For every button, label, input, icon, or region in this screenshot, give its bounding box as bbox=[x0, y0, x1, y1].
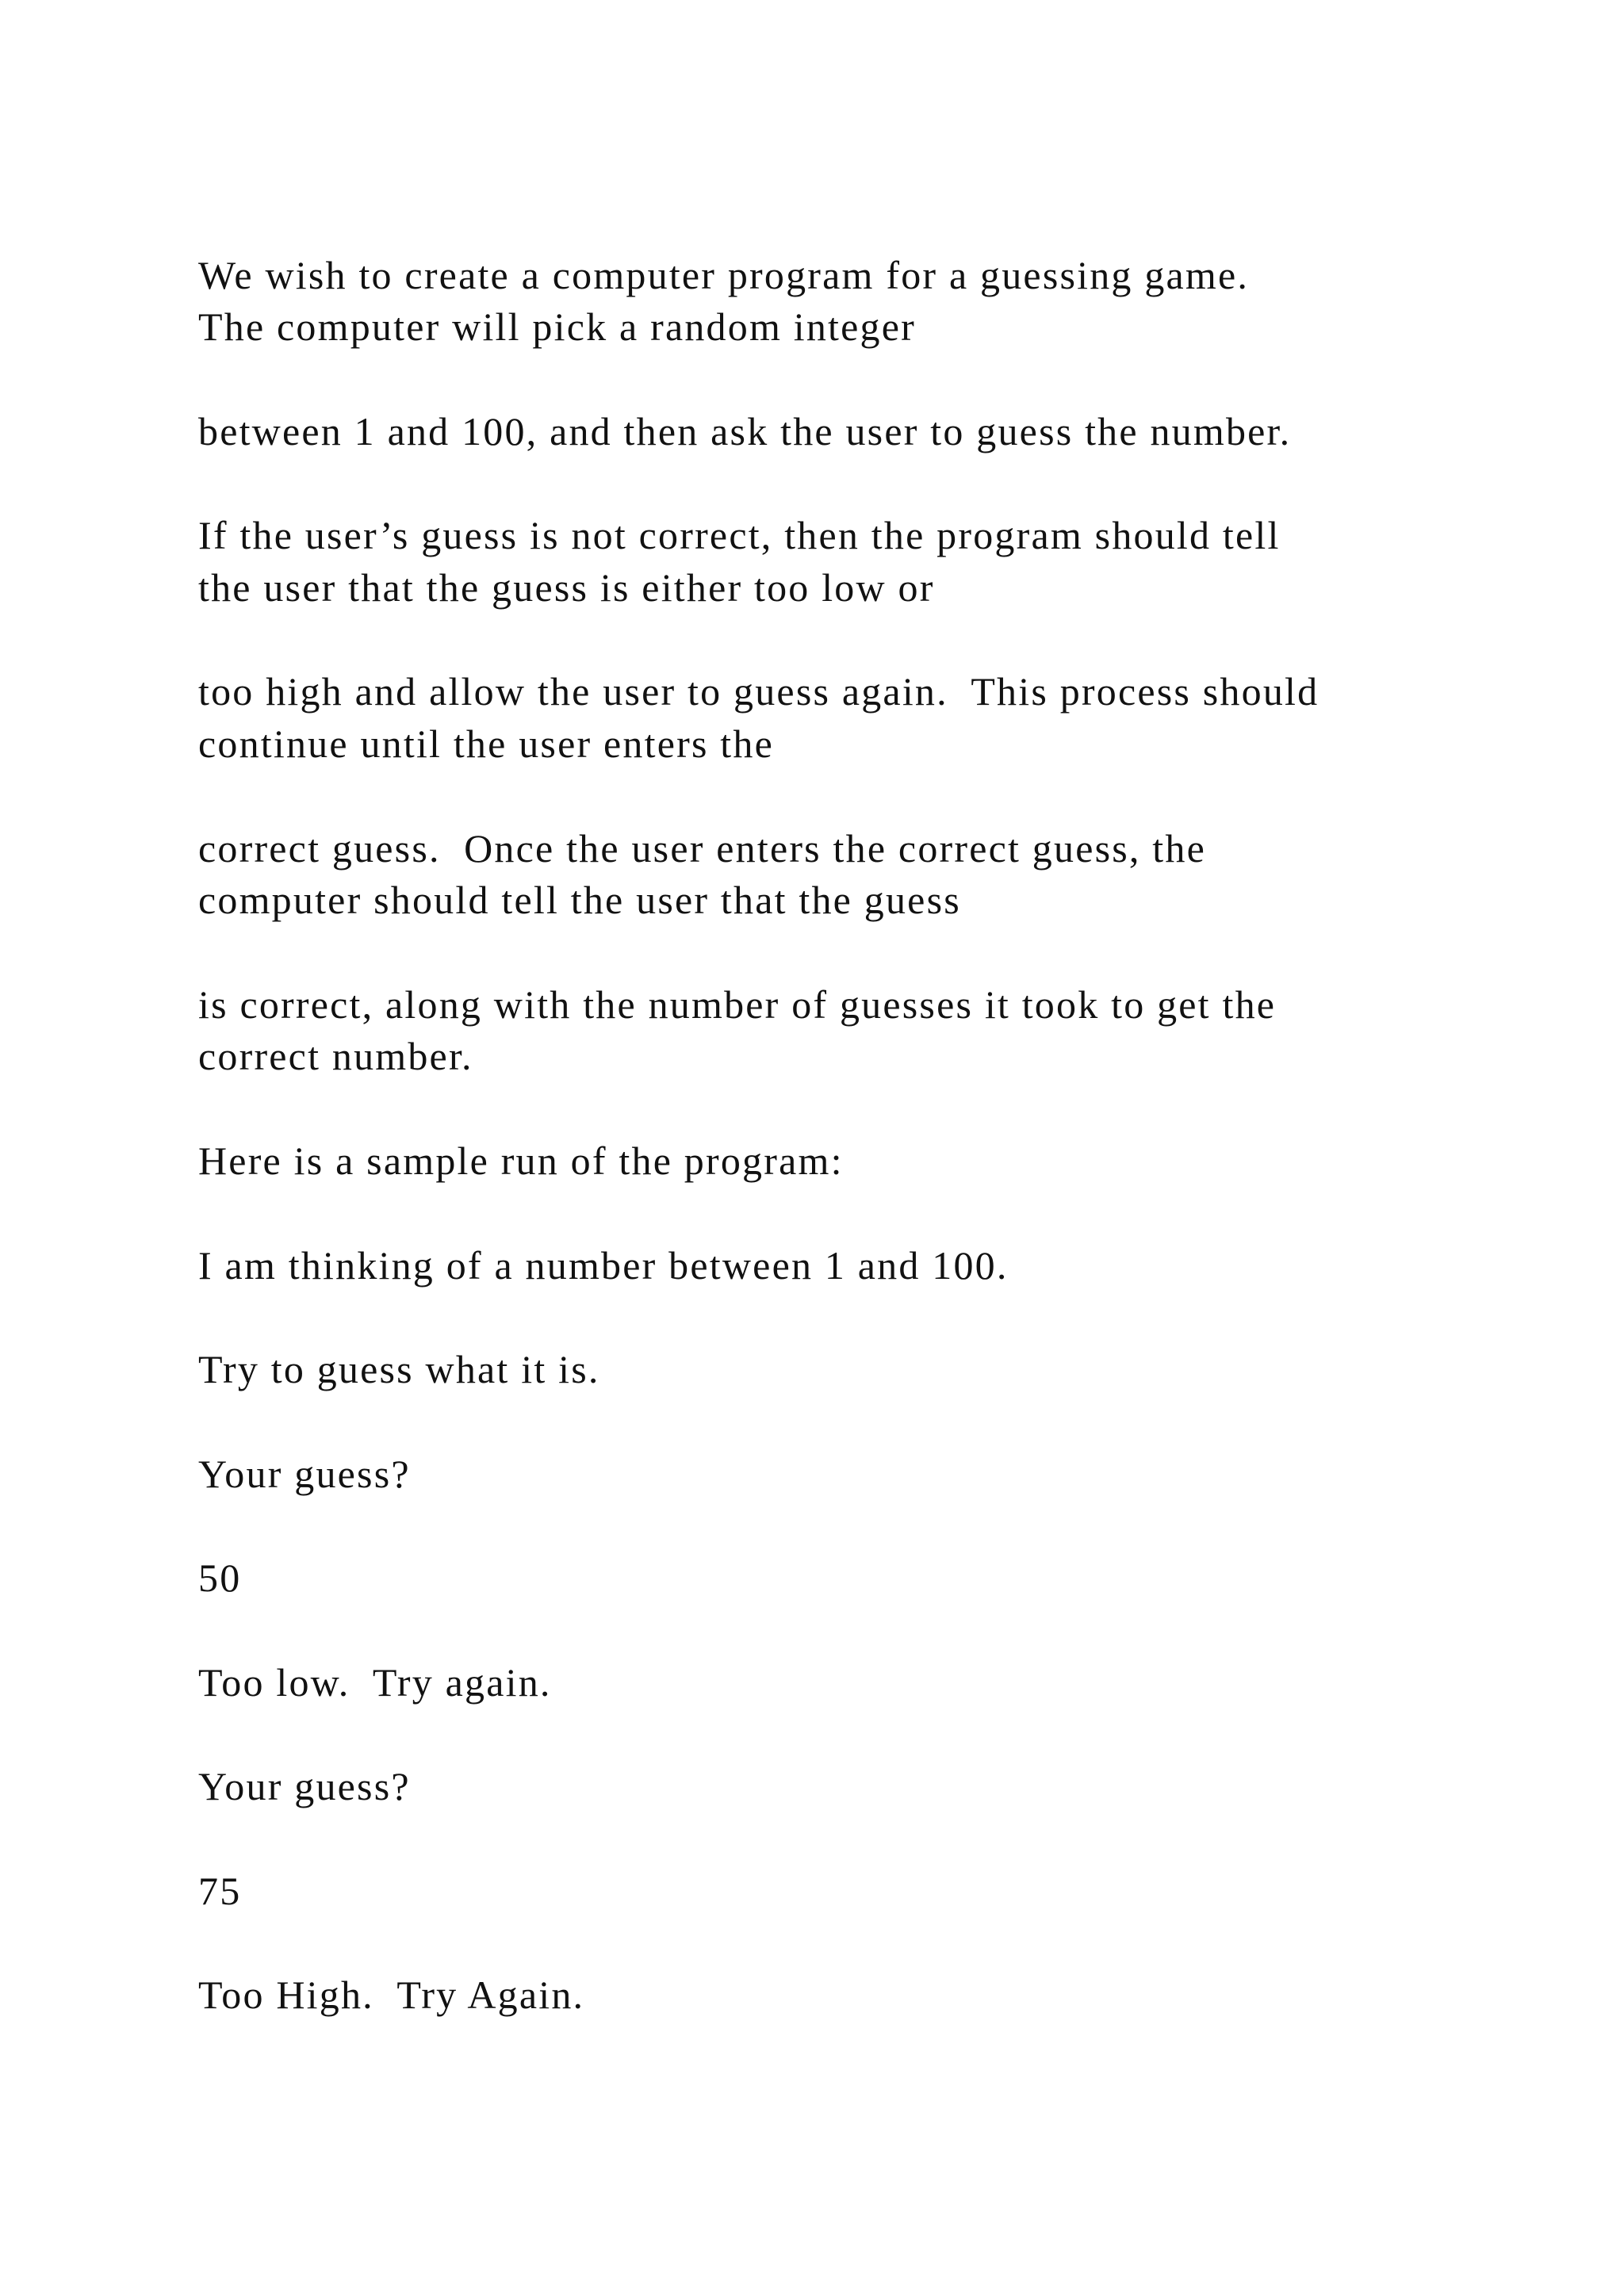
paragraph-correct-line-1: correct guess. Once the user enters the correct guess, the bbox=[198, 826, 1206, 871]
sample-run-line: 75 bbox=[198, 1869, 242, 1913]
sample-run-line: Too High. Try Again. bbox=[198, 1973, 585, 2017]
paragraph-intro-line-2: The computer will pick a random integer bbox=[198, 304, 916, 349]
sample-run-heading: Here is a sample run of the program: bbox=[198, 1138, 844, 1183]
paragraph-range-line-1: between 1 and 100, and then ask the user to guess the number. bbox=[198, 409, 1292, 453]
paragraph-repeat-line-2: continue until the user enters the bbox=[198, 721, 774, 766]
paragraph-count-line-2: correct number. bbox=[198, 1034, 473, 1078]
sample-run-line: 50 bbox=[198, 1556, 242, 1600]
paragraph-correct-line-2: computer should tell the user that the guess bbox=[198, 878, 961, 922]
paragraph-incorrect-line-2: the user that the guess is either too low or bbox=[198, 565, 935, 610]
paragraph-incorrect-line-1: If the user’s guess is not correct, then the program should tell bbox=[198, 513, 1281, 557]
sample-run-line: Your guess? bbox=[198, 1764, 411, 1808]
sample-run-line: Your guess? bbox=[198, 1452, 411, 1496]
paragraph-repeat-line-1: too high and allow the user to guess again. This process should bbox=[198, 669, 1320, 714]
sample-run-line: Too low. Try again. bbox=[198, 1660, 552, 1705]
paragraph-intro-line-1: We wish to create a computer program for a guessing game. bbox=[198, 253, 1250, 297]
sample-run-line: I am thinking of a number between 1 and 100. bbox=[198, 1243, 1009, 1288]
paragraph-count-line-1: is correct, along with the number of guesses it took to get the bbox=[198, 982, 1277, 1027]
sample-run-line: Try to guess what it is. bbox=[198, 1347, 600, 1391]
